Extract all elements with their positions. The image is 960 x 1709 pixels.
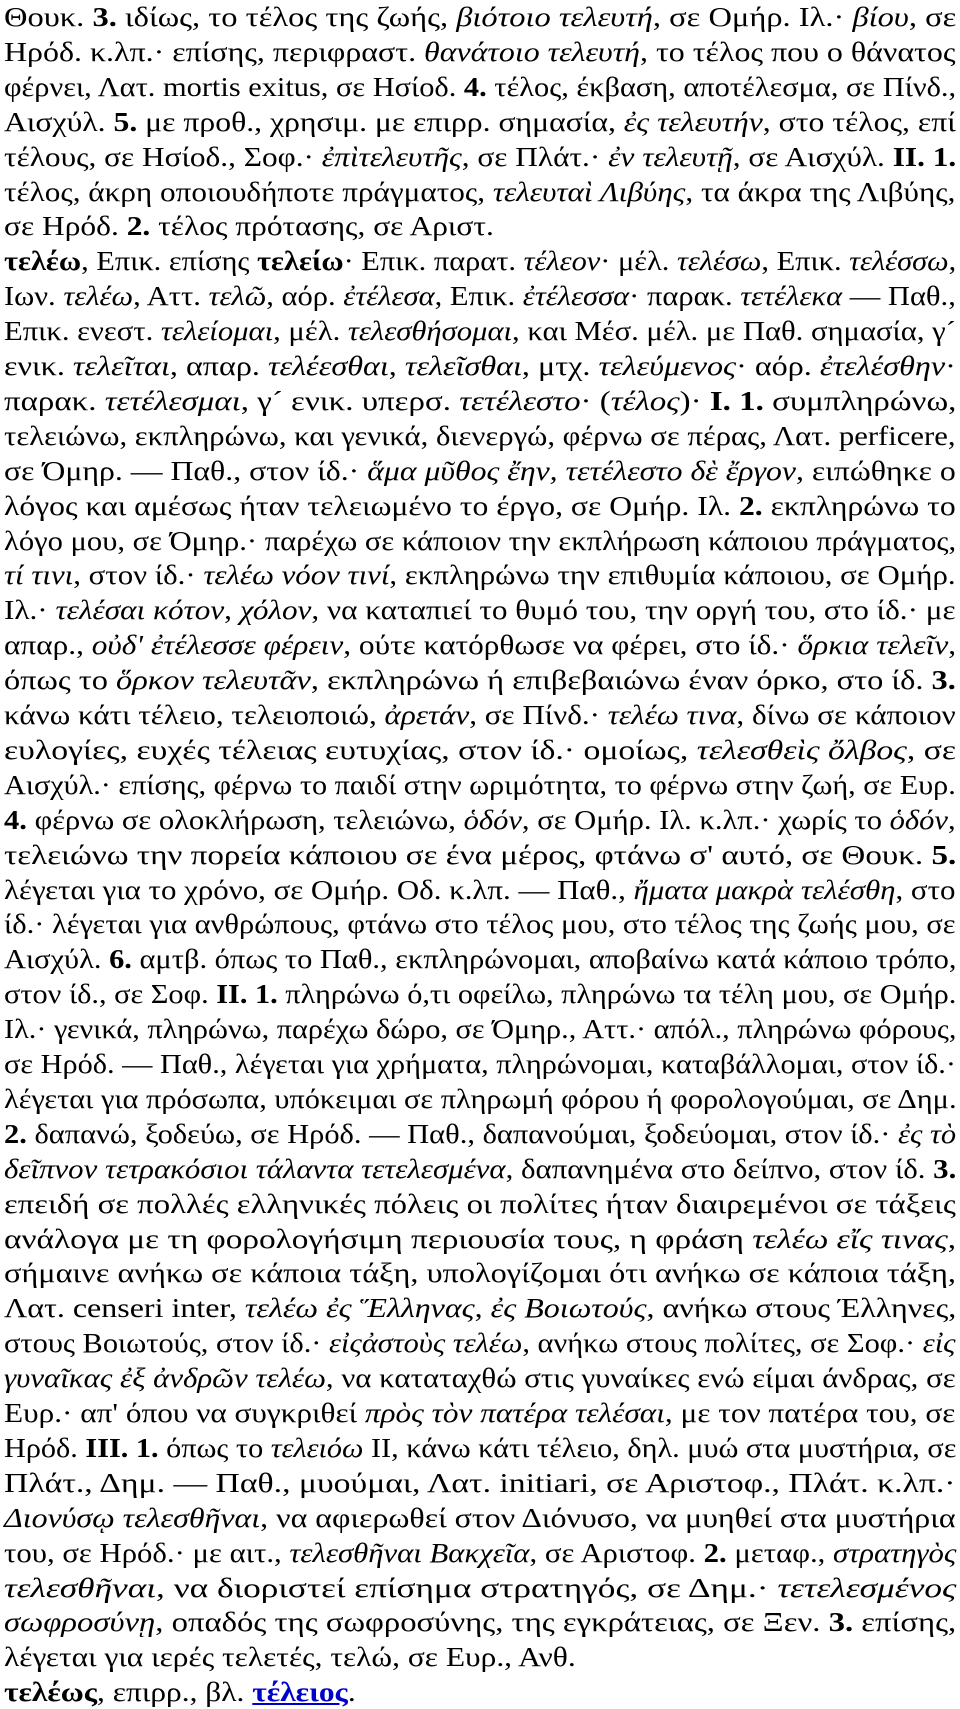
text: , xyxy=(224,595,240,626)
text-line xyxy=(4,35,956,69)
text: . xyxy=(347,1677,356,1708)
bold-text: 5. xyxy=(113,106,138,137)
text: , Επικ. xyxy=(434,281,523,312)
text-line xyxy=(4,628,956,662)
text: με προθ., χρησιμ. με επιρρ. σημασία, xyxy=(137,106,624,137)
text-line xyxy=(4,489,956,523)
text: φέρνω σε ολοκλήρωση, τελειώνω, xyxy=(26,804,464,835)
italic-text: οὐδ' ἐτέλεσσε φέρειν xyxy=(91,630,344,661)
text-line xyxy=(4,698,956,732)
text: , και Μέσ. μέλ. με Παθ. σημασία, γ´ xyxy=(512,316,956,347)
text: , επιρρ., βλ. xyxy=(97,1677,253,1708)
text-line xyxy=(4,1571,956,1605)
text: , το τέλος που ο θάνατος xyxy=(639,36,956,67)
text: , εκπληρώνω ή επιβεβαιώνω έναν όρκο, στο ίδ. xyxy=(310,665,932,696)
text: · xyxy=(945,351,956,381)
italic-text: ἐς τὸ xyxy=(897,1118,957,1149)
text-line xyxy=(4,209,494,243)
italic-text: χόλον xyxy=(239,595,312,626)
italic-text: τετελεσμένος xyxy=(777,1572,957,1603)
text-line xyxy=(4,1222,956,1256)
text: τέλος, έκβαση, αποτέλεσμα, σε Πίνδ., xyxy=(486,71,957,102)
text: τελειώνω την πορεία κάποιου σε ένα μέρος, φτάνω σ' αυτό, σε Θουκ. xyxy=(4,839,932,870)
italic-text: ὅρκια τελεῖν xyxy=(797,630,949,661)
italic-text: τελέω ἐς Ἕλληνας xyxy=(244,1293,475,1324)
text: Ευρ.· απ' όπου να συγκριθεί xyxy=(4,1398,365,1428)
italic-text: στρατηγὸς xyxy=(833,1537,957,1568)
text: τελειώνω, εκπληρώνω, και γενικά, διενεργώ, φέρνω σε πέρας, Λατ. perficere, xyxy=(4,420,956,451)
text: λέγεται για το χρόνο, σε Ομήρ. Οδ. κ.λπ. — Παθ., xyxy=(4,874,634,905)
text: σε Ηρόδ. xyxy=(4,211,127,242)
text: τέλους, σε Ησίοδ., Σοφ.· xyxy=(4,141,322,172)
italic-text: τελέω νόον τινί xyxy=(203,560,390,591)
text: στον ίδ., σε Σοφ. xyxy=(4,979,217,1010)
text-line xyxy=(4,838,956,872)
text-line xyxy=(4,1012,956,1046)
text-line xyxy=(4,1501,956,1535)
text: ίδ.· λέγεται για ανθρώπους, φτάνω στο τέλος μου, στο τέλος της ζωής μου, σε xyxy=(4,909,956,940)
bold-text: 2. xyxy=(126,211,151,242)
text: λόγο μου, σε Όμηρ.· παρέχω σε κάποιον την εκπλήρωση κάποιου πράγματος, xyxy=(4,525,957,556)
italic-text: εἰςἀστοὺς τελέω xyxy=(329,1328,523,1359)
text-line xyxy=(4,1675,356,1709)
text-line xyxy=(4,384,956,418)
text-line xyxy=(4,70,956,104)
text: Ιλ.· xyxy=(4,595,56,626)
text: , εκπληρώνω την επιθυμία κάποιου, σε Ομήρ. xyxy=(389,560,956,591)
italic-text: τελευταὶ Λιβύης xyxy=(492,176,686,207)
text-line xyxy=(4,803,956,837)
text: , ανήκω στους πολίτες, σε Σοφ.· xyxy=(522,1328,923,1359)
italic-text: τετέλεσμαι xyxy=(104,385,241,416)
text-line xyxy=(4,1152,956,1186)
text-line xyxy=(4,140,956,174)
text-line xyxy=(4,1640,576,1674)
text: , xyxy=(388,351,405,381)
text: , Επικ. επίσης xyxy=(81,246,258,277)
italic-text: βίου xyxy=(852,2,909,32)
bold-text: 2. xyxy=(703,1537,727,1568)
text-line xyxy=(4,1326,956,1360)
text: , σε Πίνδ.· xyxy=(469,700,608,730)
text-line xyxy=(4,175,955,209)
bold-text: 6. xyxy=(109,944,132,975)
text: )· xyxy=(679,385,710,416)
text: , σε Αισχύλ. xyxy=(732,141,893,172)
text: όπως το xyxy=(158,1432,271,1463)
text: , γ´ ενικ. υπερσ. xyxy=(240,385,460,416)
text-line xyxy=(4,1431,956,1465)
text-line xyxy=(4,907,956,941)
bold-text: 3. xyxy=(931,665,956,696)
bold-text: II. 1. xyxy=(216,979,278,1010)
text-line xyxy=(4,977,956,1011)
text: · παρακ. xyxy=(629,281,741,312)
text: του, σε Ηρόδ.· με αιτ., xyxy=(4,1537,290,1568)
bold-text: 3. xyxy=(828,1607,854,1638)
text: στους Βοιωτούς, στον ίδ.· xyxy=(4,1328,330,1359)
bold-text: 4. xyxy=(463,71,487,102)
text-line xyxy=(4,558,956,592)
bold-text: 2. xyxy=(738,490,763,521)
italic-text: τελεύμενος xyxy=(598,351,737,381)
text: ευλογίες, ευχές τέλειας ευτυχίας, στον ίδ.· ομοίως, xyxy=(4,734,697,765)
italic-text: ἤματα μακρὰ τελέσθη xyxy=(633,874,896,905)
italic-text: τελεσθῆναι Βακχεῖα xyxy=(289,1537,530,1568)
italic-text: τελείομαι xyxy=(160,316,274,347)
italic-text: ἐν τελευτῇ xyxy=(608,141,733,172)
italic-text: τελέω τινα xyxy=(607,700,737,730)
bold-text: 5. xyxy=(931,839,957,870)
text-line xyxy=(4,1117,956,1151)
text: , οπαδός της σωφροσύνης, της εγκράτειας, σε Ξεν. xyxy=(155,1607,829,1638)
italic-text: ὅρκον τελευτᾶν xyxy=(116,665,311,696)
text: , απαρ. xyxy=(169,351,268,381)
bold-text: τελείω xyxy=(257,246,344,277)
text: — Παθ., xyxy=(842,281,956,312)
text: , xyxy=(947,804,956,835)
text: ενικ. xyxy=(4,351,73,381)
text: τέλος, άκρη οποιουδήποτε πράγματος, xyxy=(4,176,493,207)
bold-text: III. 1. xyxy=(85,1432,159,1463)
text: , τα άκρα της Λιβύης, xyxy=(685,176,956,207)
italic-text: τελεῖσθαι xyxy=(404,351,522,381)
bold-text: τελέω xyxy=(4,246,82,277)
bold-text: 2. xyxy=(4,1118,27,1149)
text: παρακ. xyxy=(4,385,105,416)
text: εκπληρώνω το xyxy=(762,490,956,521)
italic-text: τετέλεκα xyxy=(740,281,843,312)
text: · Επικ. παρατ. xyxy=(343,246,524,277)
text: απαρ., xyxy=(4,630,92,661)
bold-text: I. 1. xyxy=(709,385,764,416)
italic-text: δεῖπνον τετρακόσιοι τάλαντα τετελεσμένα xyxy=(4,1153,506,1184)
text: , μέλ. xyxy=(273,316,348,347)
italic-text: τί τινι xyxy=(4,560,74,591)
text: , δαπανημένα στο δείπνο, στον ίδ. xyxy=(505,1153,934,1184)
text: , μτχ. xyxy=(521,351,599,381)
text: κάνω κάτι τέλειο, τελειοποιώ, xyxy=(4,700,385,730)
text-line xyxy=(4,1256,956,1290)
text-line xyxy=(4,279,956,313)
italic-text: γυναῖκας ἐξ ἀνδρῶν τελέω xyxy=(4,1363,326,1394)
text-line xyxy=(4,1082,957,1116)
text-line xyxy=(4,419,956,453)
italic-text: ὁδόν xyxy=(889,804,948,835)
italic-text: ὁδόν xyxy=(463,804,522,835)
text: , σε Αριστοφ. xyxy=(529,1537,704,1568)
text: , Επικ. xyxy=(761,246,850,277)
text: επίσης, xyxy=(853,1607,957,1638)
text: σε Ηρόδ. — Παθ., λέγεται για χρήματα, πληρώνομαι, καταβάλλομαι, στον ίδ.· xyxy=(4,1049,956,1079)
italic-text: τελεσθῆναι xyxy=(4,1572,157,1603)
text: Αισχύλ.· επίσης, φέρνω το παιδί στην ωριμότητα, το φέρνω στην ζωή, σε Ευρ. xyxy=(4,769,956,800)
text-line xyxy=(4,314,956,348)
italic-text: ἐς τελευτήν xyxy=(623,106,763,137)
text: , xyxy=(948,630,957,661)
italic-text: τελέσαι κότον xyxy=(55,595,225,626)
text: δαπανώ, ξοδεύω, σε Ηρόδ. — Παθ., δαπανούμαι, ξοδεύομαι, στον ίδ.· xyxy=(26,1118,898,1149)
text: , xyxy=(474,1293,491,1324)
text: σε Όμηρ. — Παθ., στον ίδ.· xyxy=(4,455,368,486)
text: πληρώνω ό,τι οφείλω, πληρώνω τα τέλη μου, σε Ομήρ. xyxy=(277,979,957,1010)
text-line xyxy=(4,942,956,976)
italic-text: τελέεσθαι xyxy=(267,351,389,381)
italic-text: ἐτέλεσσα xyxy=(522,281,630,312)
text: , να καταπιεί το θυμό του, την οργή του, στο ίδ.· με xyxy=(311,595,956,626)
italic-text: τελέσσω xyxy=(849,246,949,277)
italic-text: Διονύσῳ τελεσθῆναι xyxy=(4,1502,261,1533)
italic-text: θανάτοιο τελευτή xyxy=(424,36,640,67)
text: , σε xyxy=(908,2,957,32)
text: τέλος πρότασης, σε Αριστ. xyxy=(150,211,494,242)
text: , να καταταχθώ στις γυναίκες ενώ είμαι άνδρας, σε xyxy=(325,1363,956,1394)
text: , αόρ. xyxy=(266,281,344,312)
italic-text: βιότοιο τελευτή xyxy=(456,2,653,32)
text-line xyxy=(4,1291,956,1325)
text-line xyxy=(4,349,956,383)
italic-text: ἐτελέσθην xyxy=(819,351,946,381)
bold-text: τελέως xyxy=(4,1677,98,1708)
text: Ιων. xyxy=(4,281,64,312)
text-line xyxy=(4,873,955,907)
text: · μέλ. xyxy=(600,246,677,277)
bold-text: 4. xyxy=(4,804,27,835)
text-line xyxy=(4,524,956,558)
italic-text: τετέλεστο xyxy=(459,385,581,416)
text-line xyxy=(4,1536,956,1570)
text: , xyxy=(947,1223,957,1254)
text-line xyxy=(4,1361,956,1395)
italic-text: πρὸς τὸν πατέρα τελέσαι xyxy=(364,1398,665,1428)
text: , με τον πατέρα του, σε xyxy=(664,1398,956,1428)
text-line xyxy=(4,105,956,139)
text: , σε xyxy=(906,734,957,765)
bold-text: 3. xyxy=(933,1153,957,1184)
text: , ανήκω στους Έλληνες, xyxy=(646,1293,957,1324)
text: Ηρόδ. xyxy=(4,1432,86,1463)
text: , σε Πλάτ.· xyxy=(461,141,609,172)
text: ανάλογα με τη φορολογήσιμη περιουσία τους, η φράση xyxy=(4,1223,753,1254)
italic-text: τέλεον xyxy=(523,246,601,277)
text: συμπληρώνω, xyxy=(763,385,957,416)
italic-text: τελέω εἴς τινας xyxy=(752,1223,948,1254)
text: φέρνει, Λατ. mortis exitus, σε Ησίοδ. xyxy=(4,71,464,102)
italic-text: τελῶ xyxy=(208,281,267,312)
text: , να διοριστεί επίσημα στρατηγός, σε Δημ.· xyxy=(156,1572,778,1603)
italic-text: τελεσθήσομαι xyxy=(347,316,513,347)
text: , δίνω σε κάποιον xyxy=(736,700,956,730)
italic-text: ἐς Βοιωτούς xyxy=(490,1293,647,1324)
text: , στο xyxy=(895,874,956,905)
text: , στον ίδ.· xyxy=(73,560,204,591)
italic-text: ἀρετάν xyxy=(384,700,470,730)
italic-text: ἐτέλεσα xyxy=(343,281,435,312)
text: λόγος και αμέσως ήταν τελειωμένο το έργο, σε Ομήρ. Ιλ. xyxy=(4,490,739,521)
italic-text: τελειόω xyxy=(270,1432,364,1463)
text: αμτβ. όπως το Παθ., εκπληρώνομαι, αποβαίνω κατά κάποιο τρόπο, xyxy=(131,944,957,975)
italic-text: τελεῖται xyxy=(72,351,170,381)
text: λέγεται για ιερές τελετές, τελώ, σε Ευρ., Ανθ. xyxy=(4,1642,576,1673)
text: , σε Ομήρ. Ιλ. κ.λπ.· χωρίς το xyxy=(521,804,890,835)
text: λέγεται για πρόσωπα, υπόκειμαι σε πληρωμή φόρου ή φορολογούμαι, σε Δημ. xyxy=(4,1083,957,1114)
text-line xyxy=(4,593,956,627)
text: , ούτε κατόρθωσε να φέρει, στο ίδ.· xyxy=(343,630,798,661)
text: , στο τέλος, επί xyxy=(762,106,956,137)
text: ιδίως, το τέλος της ζωής, xyxy=(116,2,457,32)
text: Επικ. ενεστ. xyxy=(4,316,161,347)
text: Αισχύλ. xyxy=(4,106,114,137)
text: μεταφ., xyxy=(726,1537,834,1568)
text: Θουκ. xyxy=(4,2,93,32)
text: Ηρόδ. κ.λπ.· επίσης, περιφραστ. xyxy=(4,36,425,67)
text: II, κάνω κάτι τέλειο, δηλ. μυώ στα μυστήρια, σε xyxy=(363,1432,957,1463)
text: , ειπώθηκε ο xyxy=(796,455,956,486)
cross-reference-link[interactable]: τέλειος xyxy=(252,1677,348,1708)
text-line xyxy=(4,1605,956,1639)
text-line xyxy=(4,768,956,802)
italic-text: τελέσω xyxy=(676,246,762,277)
text-line xyxy=(4,1187,956,1221)
text: Ιλ.· γενικά, πληρώνω, παρέχω δώρο, σε Όμηρ., Αττ.· απόλ., πληρώνω φόρους, xyxy=(4,1014,957,1045)
bold-text: 3. xyxy=(92,2,117,32)
text: · ( xyxy=(580,385,611,416)
text-line xyxy=(4,244,956,278)
text-line xyxy=(4,1047,956,1081)
text: επειδή σε πολλές ελληνικές πόλεις οι πολίτες ήταν διαιρεμένοι σε τάξεις xyxy=(4,1188,956,1219)
text: , σε Ομήρ. Ιλ.· xyxy=(652,2,853,32)
italic-text: τελέω xyxy=(63,281,134,312)
text: , να αφιερωθεί στον Διόνυσο, να μυηθεί στα μυστήρια xyxy=(260,1502,956,1533)
text: Πλάτ., Δημ. — Παθ., μυούμαι, Λατ. initiari, σε Αριστοφ., Πλάτ. κ.λπ.· xyxy=(4,1467,956,1498)
text-line xyxy=(4,1396,955,1430)
italic-text: ἐπὶτελευτῆς xyxy=(321,141,462,172)
text: , xyxy=(948,246,957,277)
text: Λατ. censeri inter, xyxy=(4,1293,245,1324)
text-line xyxy=(4,733,956,767)
text-line xyxy=(4,1466,955,1500)
italic-text: εἰς xyxy=(922,1328,956,1359)
bold-text: II. 1. xyxy=(892,141,957,172)
text: · αόρ. xyxy=(736,351,820,381)
text-line xyxy=(4,663,956,697)
text: , Αττ. xyxy=(133,281,209,312)
italic-text: σωφροσύνῃ xyxy=(4,1607,156,1638)
text: όπως το xyxy=(4,665,117,696)
italic-text: τέλος xyxy=(610,385,680,416)
italic-text: τελεσθεὶς ὄλβος xyxy=(696,734,907,765)
italic-text: ἅμα μῦθος ἔην, τετέλεστο δὲ ἔργον xyxy=(367,455,797,486)
text: Αισχύλ. xyxy=(4,944,110,975)
text-line xyxy=(4,0,956,34)
text: σήμαινε ανήκω σε κάποια τάξη, υπολογίζομαι ότι ανήκω σε κάποια τάξη, xyxy=(4,1258,957,1289)
text-line xyxy=(4,454,956,488)
